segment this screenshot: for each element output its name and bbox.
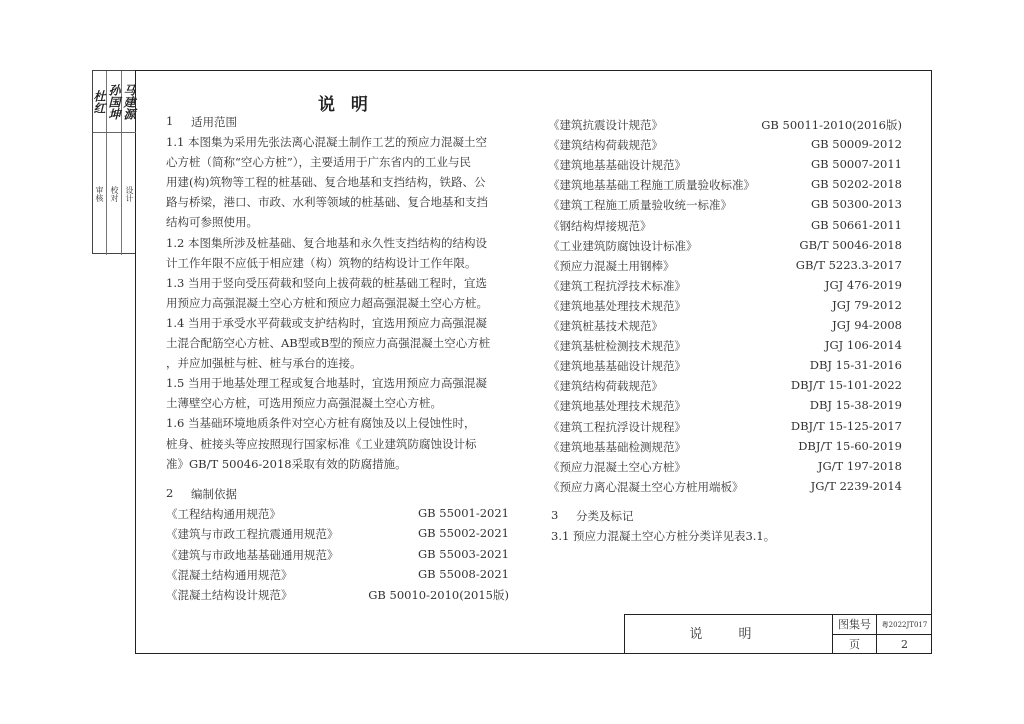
standard-name: 《钢结构焊接规范》	[548, 218, 652, 233]
section1-line: 心方桩（简称“空心方桩”），主要适用于广东省内的工业与民	[166, 155, 472, 170]
standard-name: 《建筑桩基技术规范》	[548, 319, 663, 333]
section2-heading: 编制依据	[191, 487, 237, 501]
standard-code: GB 50011-2010(2016版)	[761, 118, 902, 132]
section3-heading-number: 3	[551, 508, 559, 522]
standard-name: 《建筑地基基础设计规范》	[548, 359, 686, 374]
standard-name: 《建筑地基基础设计规范》	[548, 158, 686, 173]
standard-code: GB 55001-2021	[417, 506, 509, 520]
standard-name: 《建筑工程抗浮技术标准》	[548, 278, 686, 293]
standard-code: DBJ 15-38-2019	[809, 398, 902, 413]
standard-code: JGJ 94-2008	[832, 318, 902, 332]
section1-line: 1.3 当用于竖向受压荷载和竖向上拔荷载的桩基础工程时，宜选	[166, 275, 487, 290]
standard-code: JGJ 476-2019	[824, 277, 902, 292]
standard-code: GB 50007-2011	[810, 157, 902, 172]
page-title: 说 明	[318, 95, 373, 115]
standard-name: 《建筑抗震设计规范》	[548, 118, 663, 132]
section1-line: 计工作年限不应低于相应建（构）筑物的结构设计工作年限。	[166, 255, 477, 270]
section1-line: ，并应加强桩与桩、桩与承台的连接。	[166, 356, 362, 371]
standard-code: DBJ/T 15-101-2022	[790, 378, 902, 393]
title-block-title: 说 明	[625, 615, 833, 654]
title-block	[624, 614, 932, 654]
standard-code: JGJ 106-2014	[824, 338, 902, 353]
standard-code: JG/T 197-2018	[817, 458, 902, 473]
standard-name: 《建筑工程施工质量验收统一标准》	[548, 198, 732, 213]
standard-name: 《建筑地基处理技术规范》	[548, 298, 686, 313]
section3-line: 3.1 预应力混凝土空心方桩分类详见表3.1。	[551, 529, 776, 543]
standard-name: 《建筑地基基础工程施工质量验收标准》	[548, 178, 755, 193]
standard-code: GB 50202-2018	[810, 177, 902, 192]
standard-name: 《建筑与市政地基基础通用规范》	[166, 547, 339, 562]
standard-code: GB/T 50046-2018	[799, 237, 902, 252]
standard-name: 《预应力混凝土用钢棒》	[548, 258, 675, 273]
approval-strip	[92, 70, 135, 254]
standard-name: 《建筑结构荷载规范》	[548, 138, 663, 153]
standard-code: DBJ/T 15-125-2017	[790, 418, 902, 433]
role-row	[93, 133, 136, 255]
standard-code: JG/T 2239-2014	[810, 478, 902, 493]
section1-line: 用建(构)筑物等工程的桩基础、复合地基和支挡结构，铁路、公	[166, 175, 486, 190]
signature-2: 孙国坤	[107, 71, 122, 132]
standard-code: GB 50661-2011	[810, 217, 902, 232]
role-label-design: 设计	[125, 186, 134, 202]
atlas-number-value: 粤2022JT017	[877, 615, 932, 635]
standard-name: 《建筑与市政工程抗震通用规范》	[166, 527, 339, 542]
section1-line: 1.1 本图集为采用先张法离心混凝土制作工艺的预应力混凝土空	[166, 135, 487, 149]
standard-code: GB 50009-2012	[810, 137, 902, 152]
standard-code: GB 55003-2021	[417, 546, 509, 561]
section3-heading: 分类及标记	[576, 509, 634, 523]
standard-name: 《建筑工程抗浮设计规程》	[548, 419, 686, 434]
standard-name: 《工程结构通用规范》	[166, 507, 281, 521]
section1-line: 1.5 当用于地基处理工程或复合地基时，宜选用预应力高强混凝	[166, 376, 487, 391]
section1-line: 用预应力高强混凝土空心方桩和预应力超高强混凝土空心方桩。	[166, 295, 488, 310]
atlas-number-label: 图集号	[833, 615, 877, 635]
standard-name: 《建筑基桩检测技术规范》	[548, 339, 686, 354]
signature-row	[93, 71, 136, 133]
page-number: 2	[901, 638, 908, 651]
section2-heading-number: 2	[166, 486, 174, 500]
standard-name: 《建筑地基基础检测规范》	[548, 439, 686, 454]
section1-heading: 适用范围	[191, 115, 237, 129]
section1-line: 路与桥梁，港口、市政、水利等领域的桩基础、复合地基和支挡	[166, 195, 488, 210]
standard-name: 《预应力混凝土空心方桩》	[548, 459, 686, 474]
standard-code: DBJ/T 15-60-2019	[798, 438, 902, 453]
role-label-check: 校对	[107, 133, 122, 255]
standard-name: 《预应力离心混凝土空心方桩用端板》	[548, 479, 744, 494]
section1-line: 准》GB/T 50046-2018采取有效的防腐措施。	[166, 456, 407, 471]
section1-line: 结构可参照使用。	[166, 215, 258, 230]
section1-line: 1.4 当用于承受水平荷载或支护结构时，宜选用预应力高强混凝	[166, 315, 487, 330]
section1-heading-number: 1	[166, 114, 174, 128]
standard-name: 《建筑结构荷载规范》	[548, 379, 663, 394]
section1-line: 1.6 当基础环境地质条件对空心方桩有腐蚀及以上侵蚀性时，	[166, 416, 476, 431]
standard-code: GB 50010-2010(2015版)	[368, 588, 509, 603]
standard-name: 《混凝土结构通用规范》	[166, 567, 293, 582]
standard-code: GB 55002-2021	[417, 526, 509, 541]
standard-code: JGJ 79-2012	[832, 297, 902, 312]
section1-line: 土薄壁空心方桩，可选用预应力高强混凝土空心方桩。	[166, 396, 442, 411]
standard-code: GB/T 5223.3-2017	[795, 257, 902, 272]
standard-name: 《混凝土结构设计规范》	[166, 588, 293, 603]
page-label: 页	[833, 635, 877, 654]
standard-name: 《建筑地基处理技术规范》	[548, 399, 686, 414]
standard-code: GB 55008-2021	[417, 566, 509, 581]
standard-code: DBJ 15-31-2016	[809, 358, 902, 373]
section1-line: 土混合配筋空心方桩、AB型或B型的预应力高强混凝土空心方桩	[166, 336, 491, 350]
section1-line: 桩身、桩接头等应按照现行国家标准《工业建筑防腐蚀设计标	[166, 436, 477, 451]
role-label-review: 审核	[93, 133, 107, 255]
signature-3: 马建源	[122, 83, 136, 120]
signature-1: 杜红	[93, 71, 107, 132]
section1-line: 1.2 本图集所涉及桩基础、复合地基和永久性支挡结构的结构设	[166, 235, 487, 250]
standard-name: 《工业建筑防腐蚀设计标准》	[548, 238, 698, 253]
standard-code: GB 50300-2013	[810, 197, 902, 212]
